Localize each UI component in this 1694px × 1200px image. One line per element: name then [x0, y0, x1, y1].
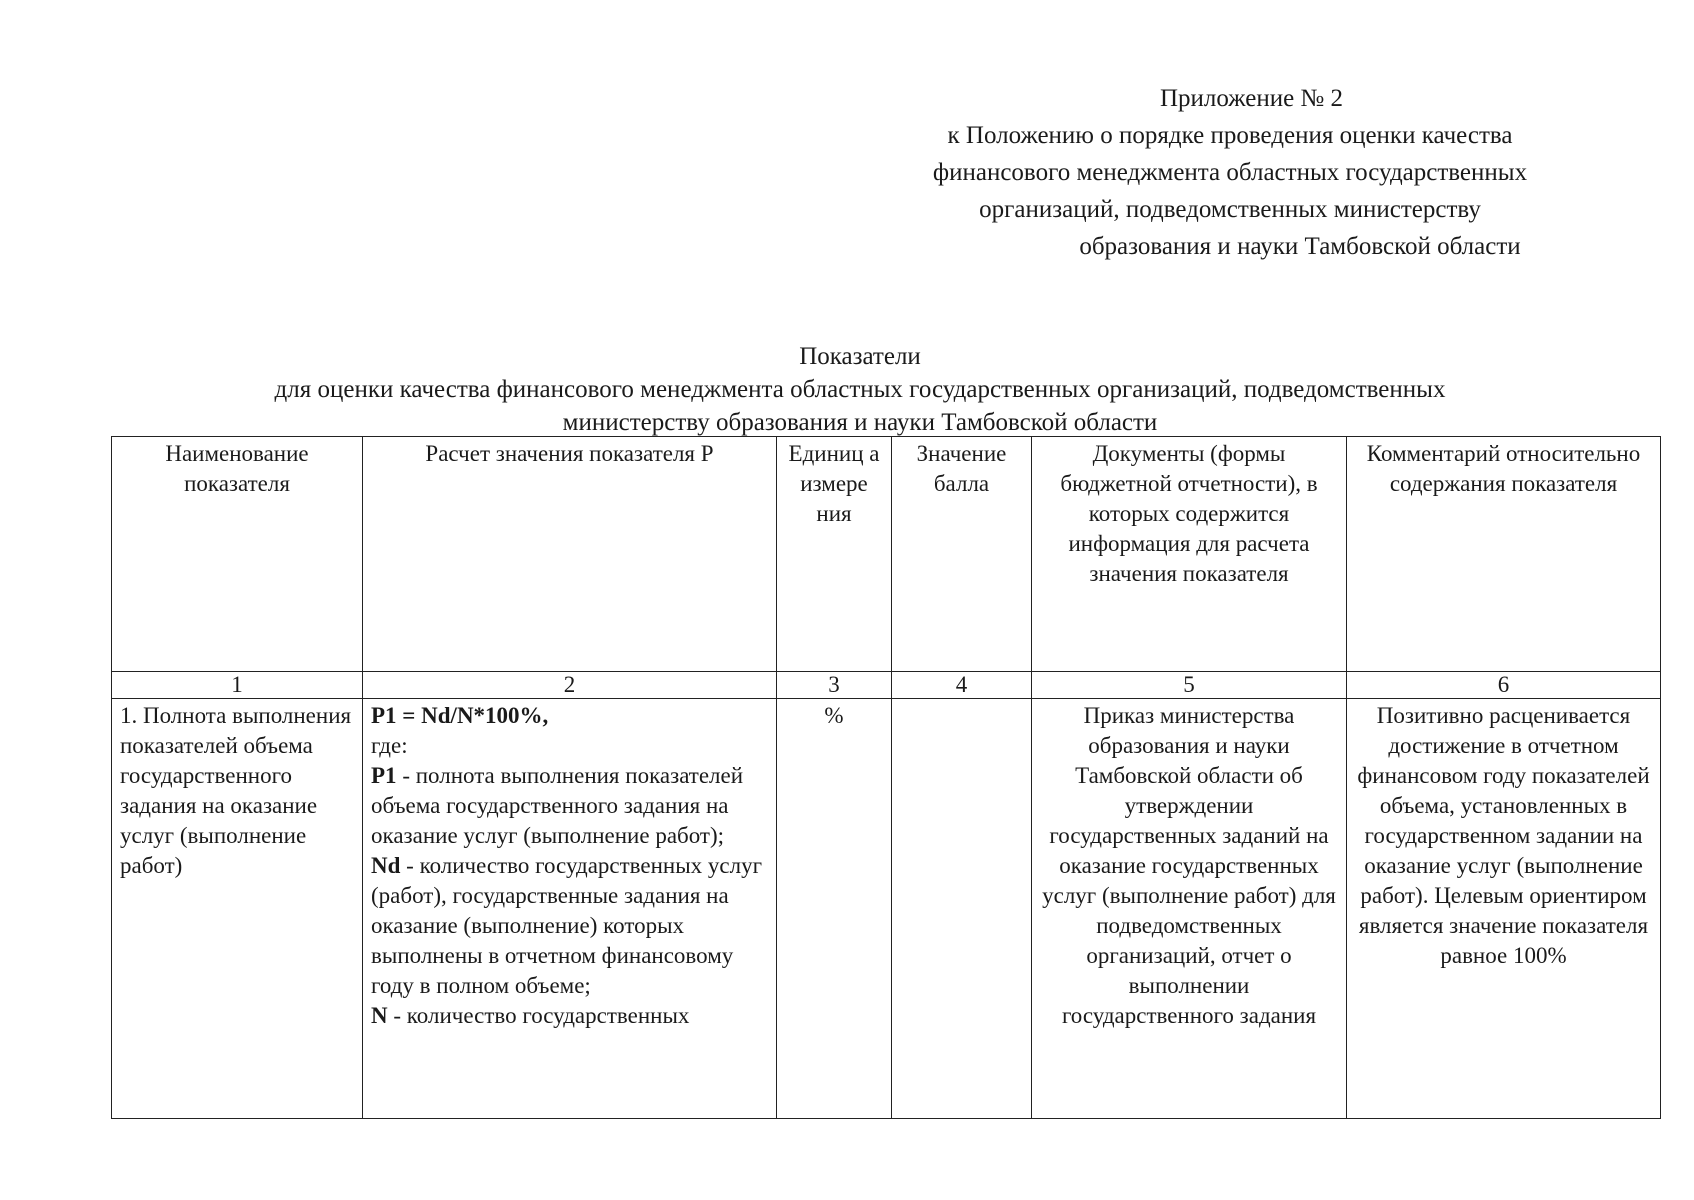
column-number-row	[112, 672, 1661, 699]
header-calculation: Расчет значения показателя P	[363, 437, 777, 672]
term-text: - количество государственных	[387, 1003, 690, 1028]
title-line: Показатели	[799, 343, 921, 370]
document-title	[100, 340, 1620, 439]
appendix-line: финансового менеджмента областных государственных	[932, 159, 1528, 186]
indicator-documents: Приказ министерства образования и науки Тамбовской области об утверждении государственных заданий на оказание государственных услуг (выполнение работ) для подведомственных организаций, отчет о выполнении государственного задания	[1032, 699, 1347, 1119]
header-comment: Комментарий относительно содержания показателя	[1347, 437, 1661, 672]
header-name: Наименование показателя	[112, 437, 363, 672]
indicator-calculation	[363, 699, 777, 1119]
indicators-table	[111, 436, 1661, 1119]
header-unit: Единиц а измере ния	[777, 437, 892, 672]
appendix-block	[860, 80, 1600, 265]
appendix-line: к Положению о порядке проведения оценки качества	[947, 122, 1513, 149]
table-row	[112, 699, 1661, 1119]
title-line: для оценки качества финансового менеджмента областных государственных организаций, подведомственных	[274, 376, 1446, 403]
indicator-score	[892, 699, 1032, 1119]
term: Nd	[371, 853, 401, 878]
indicator-comment: Позитивно расценивается достижение в отчетном финансовом году показателей объема, установленных в государственном задании на оказание услуг (выполнение работ). Целевым ориентиром является значение показателя равное 100%	[1347, 699, 1661, 1119]
title-line: министерству образования и науки Тамбовской области	[562, 409, 1158, 436]
column-number: 6	[1347, 672, 1661, 699]
term-text: - количество государственных услуг (работ), государственные задания на оказание (выполнение) которых выполнены в отчетном финансовому году в полном объеме;	[371, 853, 763, 998]
header-score: Значение балла	[892, 437, 1032, 672]
column-number: 5	[1032, 672, 1347, 699]
appendix-line: организаций, подведомственных министерству	[979, 196, 1481, 223]
header-row	[112, 437, 1661, 672]
term-text: - полнота выполнения показателей объема государственного задания на оказание услуг (выполнение работ);	[371, 763, 744, 848]
indicator-unit: %	[777, 699, 892, 1119]
header-documents: Документы (формы бюджетной отчетности), в которых содержится информация для расчета значения показателя	[1032, 437, 1347, 672]
formula: P1 = Nd/N*100%,	[371, 703, 549, 728]
column-number: 4	[892, 672, 1032, 699]
indicator-name: 1. Полнота выполнения показателей объема государственного задания на оказание услуг (выполнение работ)	[112, 699, 363, 1119]
column-number: 3	[777, 672, 892, 699]
where-label: где:	[371, 733, 408, 758]
column-number: 2	[363, 672, 777, 699]
term: N	[371, 1003, 388, 1028]
term: P1	[371, 763, 397, 788]
term-definition	[371, 761, 768, 851]
term-definition	[371, 851, 768, 1001]
column-number: 1	[112, 672, 363, 699]
appendix-line: образования и науки Тамбовской области	[1079, 233, 1521, 260]
term-definition	[371, 1001, 768, 1031]
appendix-number: Приложение № 2	[1160, 85, 1344, 112]
